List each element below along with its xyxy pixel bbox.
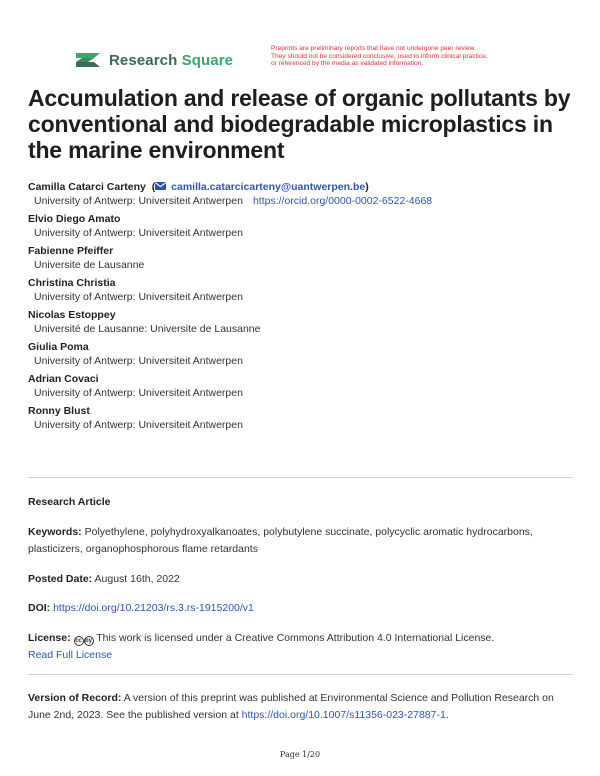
version-of-record: Version of Record: A version of this preprint was published at Environmental Science and Pollution Research on June 2nd, 2023. See the published version at https://doi.org/10.1007/s11356-023-27887-1. bbox=[28, 692, 554, 721]
author-name: Fabienne Pfeiffer bbox=[28, 245, 114, 257]
divider bbox=[28, 674, 573, 675]
author-entry bbox=[28, 340, 578, 368]
author-name: Giulia Poma bbox=[28, 341, 89, 353]
author-entry bbox=[28, 244, 578, 272]
preprint-notice: Preprints are preliminary reports that have not undergone peer review. They should not be considered conclusive, used to inform clinical practice, or referenced by the media as validated information. bbox=[271, 45, 488, 68]
author-entry bbox=[28, 180, 578, 208]
read-full-license-link[interactable]: Read Full License bbox=[28, 649, 113, 661]
author-name: Ronny Blust bbox=[28, 405, 90, 417]
author-name: Elvio Diego Amato bbox=[28, 213, 121, 225]
doi-link[interactable]: https://doi.org/10.21203/rs.3.rs-1915200/v1 bbox=[53, 602, 254, 614]
author-affiliation: University of Antwerp: Universiteit Antwerpen bbox=[34, 227, 243, 239]
published-version-link[interactable]: https://doi.org/10.1007/s11356-023-27887-1 bbox=[241, 709, 446, 721]
author-name: Nicolas Estoppey bbox=[28, 309, 116, 321]
header bbox=[0, 0, 600, 80]
divider bbox=[28, 477, 573, 478]
author-entry bbox=[28, 276, 578, 304]
author-name: Adrian Covaci bbox=[28, 373, 99, 385]
author-entry bbox=[28, 404, 578, 432]
author-affiliation: University of Antwerp: Universiteit Antwerpen https://orcid.org/0000-0002-6522-4668 bbox=[34, 195, 433, 207]
author-affiliation: Universite de Lausanne bbox=[34, 259, 145, 271]
mail-icon bbox=[155, 182, 166, 190]
keywords: Keywords: Polyethylene, polyhydroxyalkanoates, polybutylene succinate, polycyclic aromatic hydrocarbons, plasticizers, organophosphorous flame retardants bbox=[28, 526, 533, 555]
posted-date: Posted Date: August 16th, 2022 bbox=[28, 573, 180, 585]
author-affiliation: University of Antwerp: Universiteit Antwerpen bbox=[34, 387, 243, 399]
page-number: Page 1/20 bbox=[279, 750, 321, 759]
doi: DOI: https://doi.org/10.21203/rs.3.rs-1915200/v1 bbox=[28, 602, 254, 614]
paper-title: Accumulation and release of organic pollutants by conventional and biodegradable microplastics in the marine environment bbox=[28, 85, 571, 163]
license: License: cc by This work is licensed under a Creative Commons Attribution 4.0 International License. Read Full License bbox=[28, 632, 495, 661]
author-name: Camilla Catarci Carteny ( camilla.catarcicarteny@uantwerpen.be) bbox=[28, 181, 369, 193]
author-affiliation: University of Antwerp: Universiteit Antwerpen bbox=[34, 419, 243, 431]
research-square-logo-icon bbox=[74, 49, 102, 71]
author-name: Christina Christia bbox=[28, 277, 116, 289]
author-list bbox=[28, 180, 578, 436]
author-affiliation: University of Antwerp: Universiteit Antwerpen bbox=[34, 291, 243, 303]
article-type: Research Article bbox=[28, 496, 111, 508]
author-entry bbox=[28, 308, 578, 336]
attribution-icon: by bbox=[85, 638, 93, 644]
author-affiliation: Université de Lausanne: Universite de Lausanne bbox=[34, 323, 261, 335]
research-square-logo[interactable] bbox=[74, 49, 233, 71]
creative-commons-icon: cc bbox=[75, 638, 82, 644]
brand-name: Research Square bbox=[109, 51, 234, 69]
author-affiliation: University of Antwerp: Universiteit Antwerpen bbox=[34, 355, 243, 367]
author-entry bbox=[28, 212, 578, 240]
orcid-link[interactable]: https://orcid.org/0000-0002-6522-4668 bbox=[252, 195, 433, 207]
author-entry bbox=[28, 372, 578, 400]
author-email-link[interactable]: camilla.catarcicarteny@uantwerpen.be bbox=[171, 181, 366, 193]
